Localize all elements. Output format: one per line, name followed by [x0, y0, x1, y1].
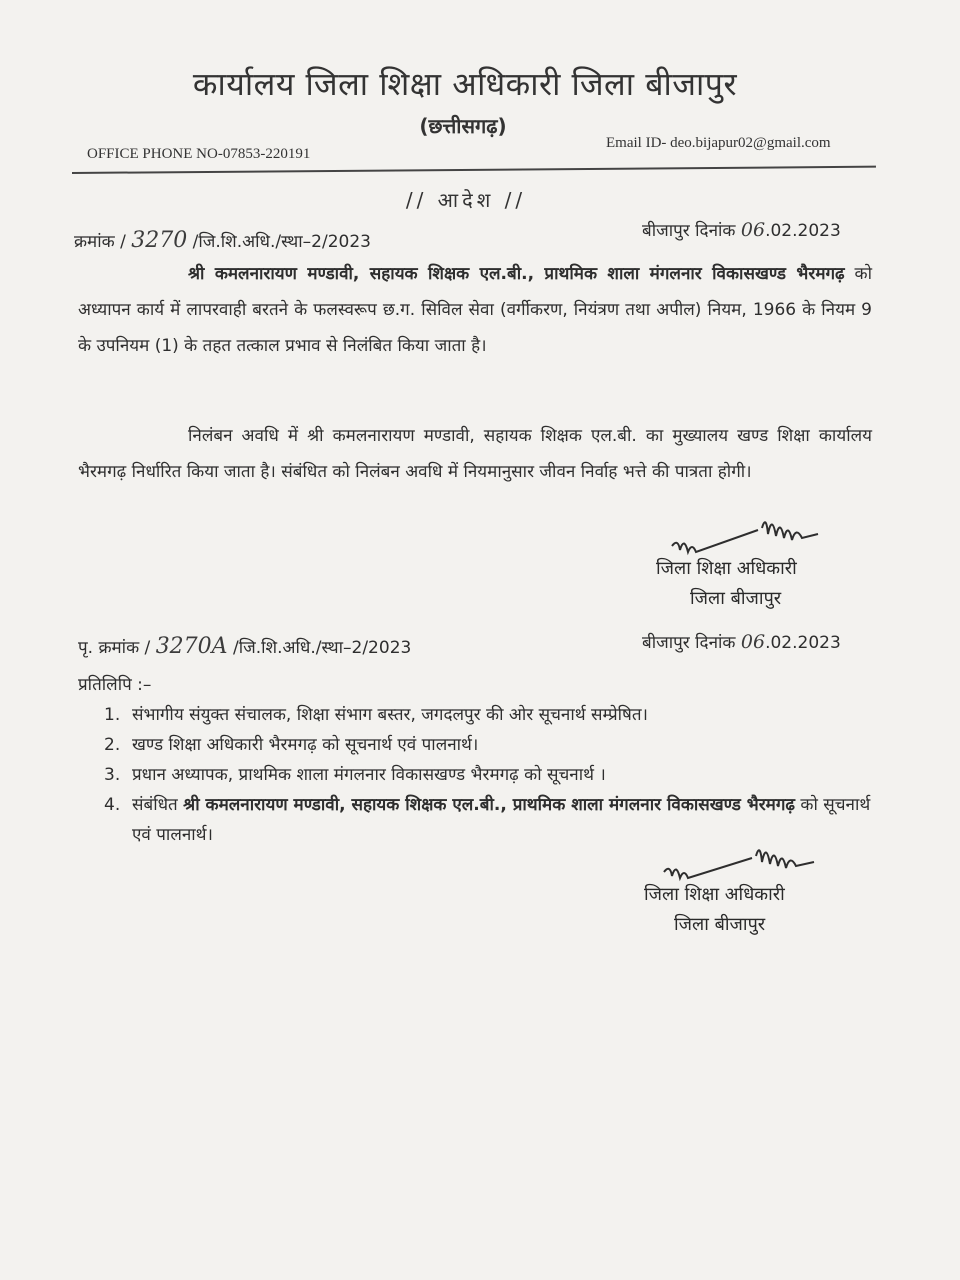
office-phone: OFFICE PHONE NO-07853-220191	[87, 146, 311, 162]
state-name: (छत्तीसगढ़)	[419, 114, 507, 138]
list-item-text: संभागीय संयुक्त संचालक, शिक्षा संभाग बस्तर, जगदलपुर की ओर सूचनार्थ सम्प्रेषित।	[132, 705, 648, 725]
ref-number-handwritten: 3270	[131, 228, 188, 253]
ref-suffix: /जि.शि.अधि./स्था–2/2023	[192, 232, 371, 252]
list-item	[104, 760, 876, 790]
endorsement-ref-label: पृ. क्रमांक /	[78, 638, 151, 658]
endorsement-date-label: बीजापुर दिनांक	[642, 633, 736, 653]
order-reference	[74, 228, 371, 253]
list-item-text: खण्ड शिक्षा अधिकारी भैरमगढ़ को सूचनार्थ एवं पालनार्थ।	[132, 735, 479, 755]
date-day-handwritten: 06	[740, 219, 766, 241]
order-paragraph-2: निलंबन अवधि में श्री कमलनारायण मण्डावी, सहायक शिक्षक एल.बी. का मुख्यालय खण्ड शिक्षा कार्यालय भैरमगढ़ निर्धारित किया जाता है। संबंधित को निलंबन अवधि में नियमानुसार जीवन निर्वाह भत्ते की पात्रता होगी।	[78, 426, 872, 482]
item4-employee-bold: श्री कमलनारायण मण्डावी, सहायक शिक्षक एल.बी., प्राथमिक शाला मंगलनार विकासखण्ड भैरमगढ़	[183, 795, 795, 815]
endorsement-ref-suffix: /जि.शि.अधि./स्था–2/2023	[232, 638, 412, 658]
endorsement-reference	[78, 634, 411, 659]
signatory-title-2: जिला शिक्षा अधिकारी	[644, 884, 785, 905]
list-item-number: 2.	[104, 735, 121, 755]
ref-label: क्रमांक /	[74, 232, 126, 252]
copy-list	[104, 700, 876, 850]
office-email: Email ID- deo.bijapur02@gmail.com	[606, 135, 831, 151]
item4-suffix: को सूचनार्थ एवं पालनार्थ।	[132, 795, 871, 845]
order-date	[642, 218, 841, 241]
signatory-title-1: जिला शिक्षा अधिकारी	[656, 558, 797, 579]
endorsement-date-rest: .02.2023	[765, 633, 841, 653]
signatory-place-1: जिला बीजापुर	[690, 588, 782, 609]
order-paragraph-1	[78, 256, 872, 364]
office-title: कार्यालय जिला शिक्षा अधिकारी जिला बीजापुर	[192, 65, 738, 103]
list-item	[104, 700, 876, 730]
item4-prefix: संबंधित	[132, 795, 184, 815]
copy-label: प्रतिलिपि :–	[78, 675, 152, 695]
signature-2	[660, 838, 840, 884]
date-rest: .02.2023	[765, 221, 841, 241]
endorsement-date	[642, 630, 841, 653]
list-item-text: प्रधान अध्यापक, प्राथमिक शाला मंगलनार विकासखण्ड भैरमगढ़ को सूचनार्थ ।	[132, 765, 606, 785]
header-divider	[72, 166, 876, 174]
endorsement-date-day-handwritten: 06	[740, 631, 766, 653]
list-item	[104, 730, 876, 760]
list-item-number: 4.	[104, 795, 121, 815]
endorsement-ref-number-handwritten: 3270A	[155, 634, 228, 659]
order-heading: // आदेश //	[405, 188, 527, 212]
list-item-number: 1.	[104, 705, 121, 725]
signatory-place-2: जिला बीजापुर	[674, 914, 766, 935]
paragraph-1-text: को अध्यापन कार्य में लापरवाही बरतने के फलस्वरूप छ.ग. सिविल सेवा (वर्गीकरण, नियंत्रण तथा अपील) नियम, 1966 के नियम 9 के उपनियम (1) के तहत तत्काल प्रभाव से निलंबित किया जाता है।	[78, 264, 872, 356]
employee-name-bold: श्री कमलनारायण मण्डावी, सहायक शिक्षक एल.बी., प्राथमिक शाला मंगलनार विकासखण्ड भैरमगढ़	[188, 264, 845, 284]
list-item-number: 3.	[104, 765, 121, 785]
signature-1	[668, 508, 838, 558]
date-label: बीजापुर दिनांक	[642, 221, 736, 241]
